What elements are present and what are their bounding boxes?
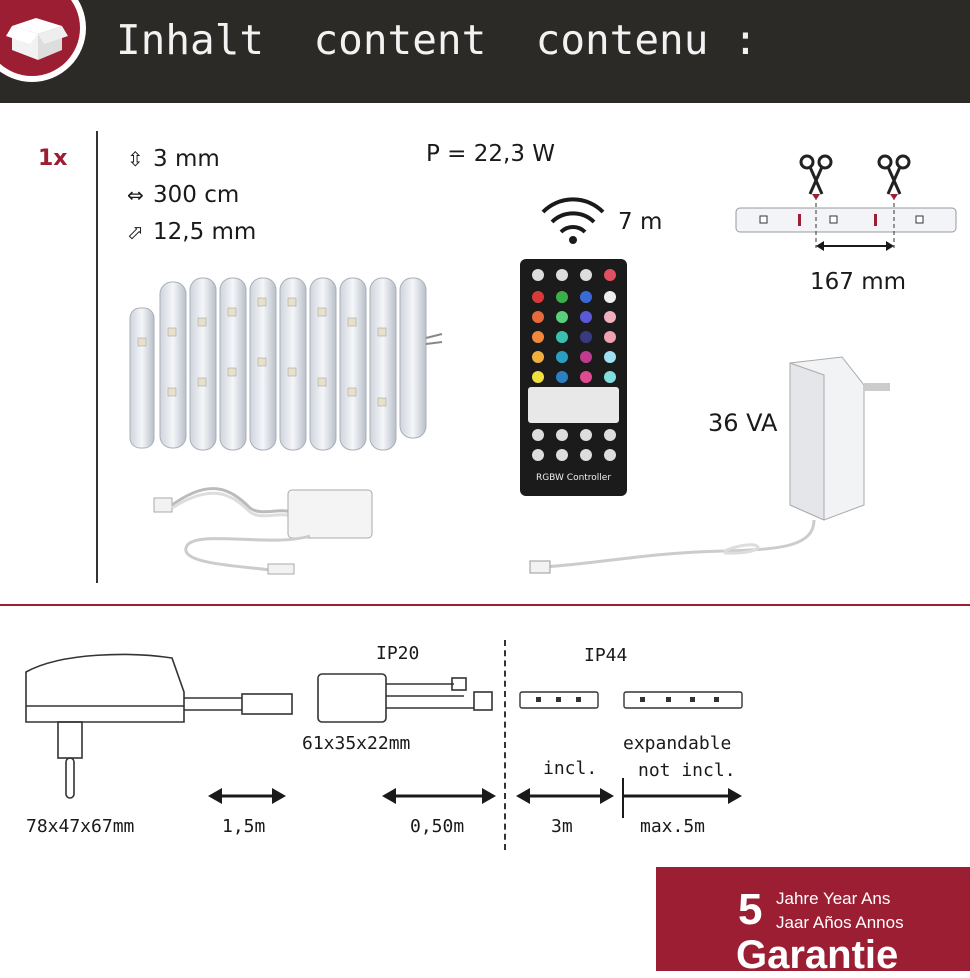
cut-distance-arrow <box>814 238 896 254</box>
remote-label: RGBW Controller <box>535 473 612 483</box>
cut-distance-label: 167 mm <box>810 269 907 295</box>
led-strip-coil-image <box>120 268 450 458</box>
adapter-outline-diagram <box>22 652 302 802</box>
vertical-divider <box>96 131 98 583</box>
controller-size-label: 61x35x22mm <box>302 733 411 754</box>
strip-ip-label: IP44 <box>584 645 628 666</box>
cable2-length-label: 0,50m <box>410 816 465 837</box>
height-arrow-icon: ⇳ <box>127 147 144 171</box>
strip-outline-diagram <box>516 688 746 712</box>
included-length-arrow <box>516 786 614 806</box>
spec-height <box>127 146 220 172</box>
included-length-label: 3m <box>551 816 573 837</box>
power-adapter-image <box>524 355 904 580</box>
expandable-label: expandable <box>623 733 732 754</box>
spec-width-value: 12,5 mm <box>153 219 257 245</box>
length-arrow-icon: ⇔ <box>127 183 144 207</box>
cable2-length-arrow <box>382 786 496 806</box>
cable1-length-arrow <box>208 786 286 806</box>
transformer-power-label: 36 VA <box>708 409 778 437</box>
section-divider <box>0 604 970 606</box>
cable1-length-label: 1,5m <box>222 816 266 837</box>
guarantee-badge <box>656 867 970 977</box>
controller-cable-image <box>150 478 390 588</box>
range-label: 7 m <box>618 209 663 235</box>
spec-height-value: 3 mm <box>153 146 220 172</box>
max-length-arrow <box>620 778 742 818</box>
quantity-label: 1x <box>38 146 68 171</box>
box-icon <box>4 10 70 62</box>
controller-outline-diagram <box>314 670 496 726</box>
ip-divider <box>504 640 506 850</box>
included-label: incl. <box>543 758 598 779</box>
header-title: Inhalt content contenu : <box>116 16 758 64</box>
power-label: P = 22,3 W <box>426 141 556 167</box>
wireless-signal-icon <box>540 196 606 246</box>
max-length-label: max.5m <box>640 816 706 837</box>
guarantee-word: Garantie <box>736 933 899 977</box>
controller-ip-label: IP20 <box>376 643 420 664</box>
spec-length-value: 300 cm <box>153 182 240 208</box>
guarantee-line2: Jaar Años Annos <box>776 913 904 932</box>
guarantee-line1: Jahre Year Ans <box>776 889 891 908</box>
width-arrow-icon: ⬀ <box>127 220 144 244</box>
not-included-label: not incl. <box>638 760 736 781</box>
guarantee-years: 5 <box>738 885 763 934</box>
spec-length <box>127 182 239 208</box>
adapter-size-label: 78x47x67mm <box>26 816 135 837</box>
spec-width <box>127 219 256 245</box>
cut-strip-image <box>730 150 970 250</box>
